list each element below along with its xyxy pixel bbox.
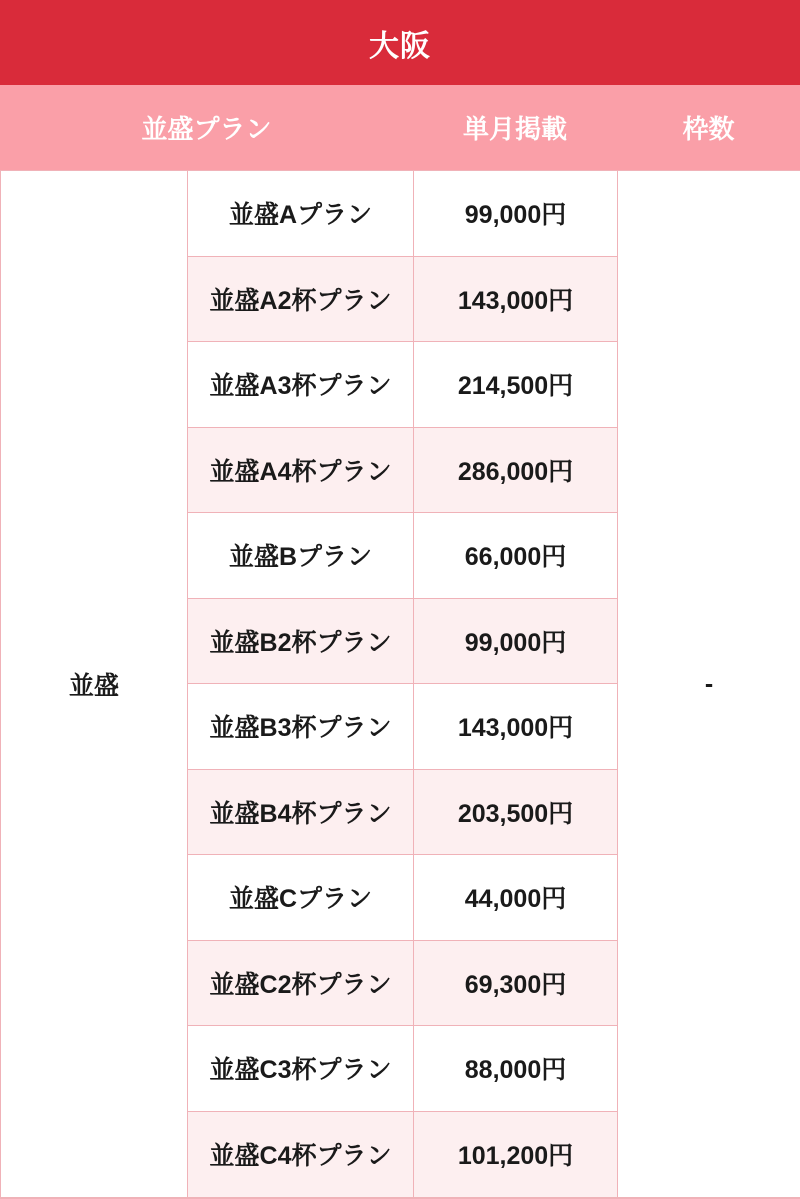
column-header-price: 単月掲載 <box>462 114 567 144</box>
plan-name-cell: 並盛C3杯プラン <box>188 1026 414 1112</box>
price-cell: 143,000円 <box>414 684 618 770</box>
plan-name-cell: 並盛C4杯プラン <box>188 1111 414 1198</box>
plans-table-body <box>1 171 800 1199</box>
plan-name-cell: 並盛A3杯プラン <box>188 342 414 428</box>
plan-name-cell: 並盛B3杯プラン <box>188 684 414 770</box>
plan-name-cell: 並盛C2杯プラン <box>188 940 414 1026</box>
price-cell: 101,200円 <box>414 1111 618 1198</box>
page-title: 大阪 <box>0 0 800 85</box>
column-header-row <box>0 85 800 170</box>
price-cell: 66,000円 <box>414 513 618 599</box>
plan-name-cell: 並盛A4杯プラン <box>188 427 414 513</box>
price-cell: 203,500円 <box>414 769 618 855</box>
price-cell: 214,500円 <box>414 342 618 428</box>
column-header-slots: 枠数 <box>682 114 735 144</box>
plan-name-cell: 並盛B4杯プラン <box>188 769 414 855</box>
slots-cell: - <box>618 171 800 1199</box>
price-cell: 286,000円 <box>414 427 618 513</box>
price-cell: 69,300円 <box>414 940 618 1026</box>
category-cell: 並盛 <box>1 171 188 1199</box>
price-cell: 99,000円 <box>414 171 618 257</box>
price-cell: 99,000円 <box>414 598 618 684</box>
plan-name-cell: 並盛Cプラン <box>188 855 414 941</box>
plans-table <box>0 170 800 1199</box>
column-header-plan: 並盛プラン <box>141 114 272 144</box>
price-cell: 44,000円 <box>414 855 618 941</box>
price-cell: 143,000円 <box>414 256 618 342</box>
plan-name-cell: 並盛A2杯プラン <box>188 256 414 342</box>
table-row <box>1 171 800 257</box>
price-cell: 88,000円 <box>414 1026 618 1112</box>
plan-name-cell: 並盛Aプラン <box>188 171 414 257</box>
plan-name-cell: 並盛B2杯プラン <box>188 598 414 684</box>
plan-name-cell: 並盛Bプラン <box>188 513 414 599</box>
